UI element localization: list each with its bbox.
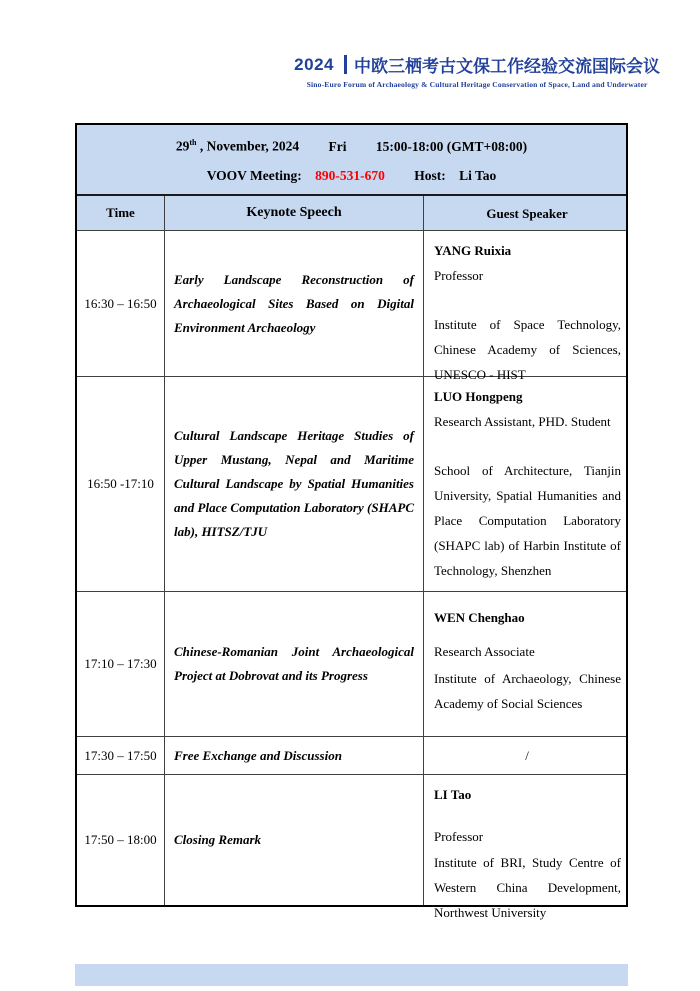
host-name: Li Tao <box>459 167 497 183</box>
keynote-title: Closing Remark <box>174 832 262 847</box>
row-keynote <box>165 377 424 591</box>
keynote-title: Free Exchange and Discussion <box>174 747 342 763</box>
forum-brand-header <box>294 52 660 89</box>
column-header-time: Time <box>77 196 165 230</box>
footer-bar <box>75 964 628 986</box>
row-keynote <box>165 775 424 905</box>
table-column-headers <box>77 196 626 231</box>
speaker-name: LUO Hongpeng <box>434 389 523 404</box>
row-time: 16:30 – 16:50 <box>77 231 165 376</box>
session-date-line <box>77 138 626 155</box>
keynote-title: Early Landscape Reconstruction of Archaeological Sites Based on Digital Environment Archaeology <box>174 271 414 335</box>
row-time: 16:50 -17:10 <box>77 377 165 591</box>
session-weekday: Fri <box>328 138 347 154</box>
speaker-name: YANG Ruixia <box>434 243 512 258</box>
row-guest-speaker <box>424 737 630 774</box>
row-keynote <box>165 737 424 774</box>
host-label: Host: <box>414 167 446 183</box>
forum-subtitle-english: Sino-Euro Forum of Archaeology & Cultural Heritage Conservation of Space, Land and Underwater <box>306 80 648 89</box>
keynote-title: Cultural Landscape Heritage Studies of Upper Mustang, Nepal and Maritime Cultural Landscape by Spatial Humanities and Place Computation Laboratory (SHAPC lab), HITSZ/TJU <box>174 428 414 539</box>
session-meeting-line <box>77 168 626 184</box>
speaker-role: Research Associate <box>434 644 535 659</box>
meeting-id: 890-531-670 <box>315 167 385 183</box>
speaker-role: Professor <box>434 829 484 844</box>
column-header-speaker: Guest Speaker <box>486 205 568 221</box>
keynote-title: Chinese-Romanian Joint Archaeological Project at Dobrovat and its Progress <box>174 644 414 683</box>
table-row <box>77 775 626 920</box>
row-time: 17:10 – 17:30 <box>77 592 165 736</box>
brand-divider-bar-icon <box>344 55 347 74</box>
table-row <box>77 592 626 737</box>
program-table <box>75 123 628 920</box>
meeting-label: VOOV Meeting: <box>206 167 302 183</box>
speaker-role: Research Assistant, PHD. Student <box>434 414 611 429</box>
session-date-rest: , November, 2024 <box>196 138 300 154</box>
speaker-affiliation: School of Architecture, Tianjin University, Spatial Humanities and Place Computation Laboratory (SHAPC lab) of Harbin Institute of Technology, Shenzhen <box>434 463 621 578</box>
table-row <box>77 377 626 592</box>
forum-year: 2024 <box>294 54 334 74</box>
session-date-day: 29 <box>175 138 190 154</box>
row-time: 17:30 – 17:50 <box>77 737 165 774</box>
speaker-name: WEN Chenghao <box>434 610 525 625</box>
table-row <box>77 231 626 382</box>
row-guest-speaker <box>424 592 630 736</box>
speaker-affiliation: Institute of Space Technology, Chinese Academy of Sciences, UNESCO - HIST <box>434 317 621 382</box>
row-guest-speaker <box>424 775 630 920</box>
row-guest-speaker <box>424 377 630 591</box>
table-row <box>77 737 626 775</box>
speaker-affiliation: Institute of BRI, Study Centre of Western China Development, Northwest University <box>434 855 621 920</box>
row-time: 17:50 – 18:00 <box>77 775 165 905</box>
speaker-affiliation: Institute of Archaeology, Chinese Academy of Social Sciences <box>434 671 621 711</box>
session-time-range: 15:00-18:00 (GMT+08:00) <box>375 138 528 154</box>
row-guest-speaker <box>424 231 630 382</box>
forum-title-line <box>294 52 660 77</box>
row-keynote <box>165 231 424 376</box>
forum-title-chinese: 中欧三栖考古文保工作经验交流国际会议 <box>354 57 660 76</box>
session-date-ordinal: th <box>189 138 197 147</box>
session-header <box>77 125 626 196</box>
speaker-name: LI Tao <box>434 787 472 802</box>
speaker-placeholder: / <box>525 747 529 763</box>
speaker-role: Professor <box>434 268 484 283</box>
column-header-keynote: Keynote Speech <box>165 196 424 230</box>
row-keynote <box>165 592 424 736</box>
